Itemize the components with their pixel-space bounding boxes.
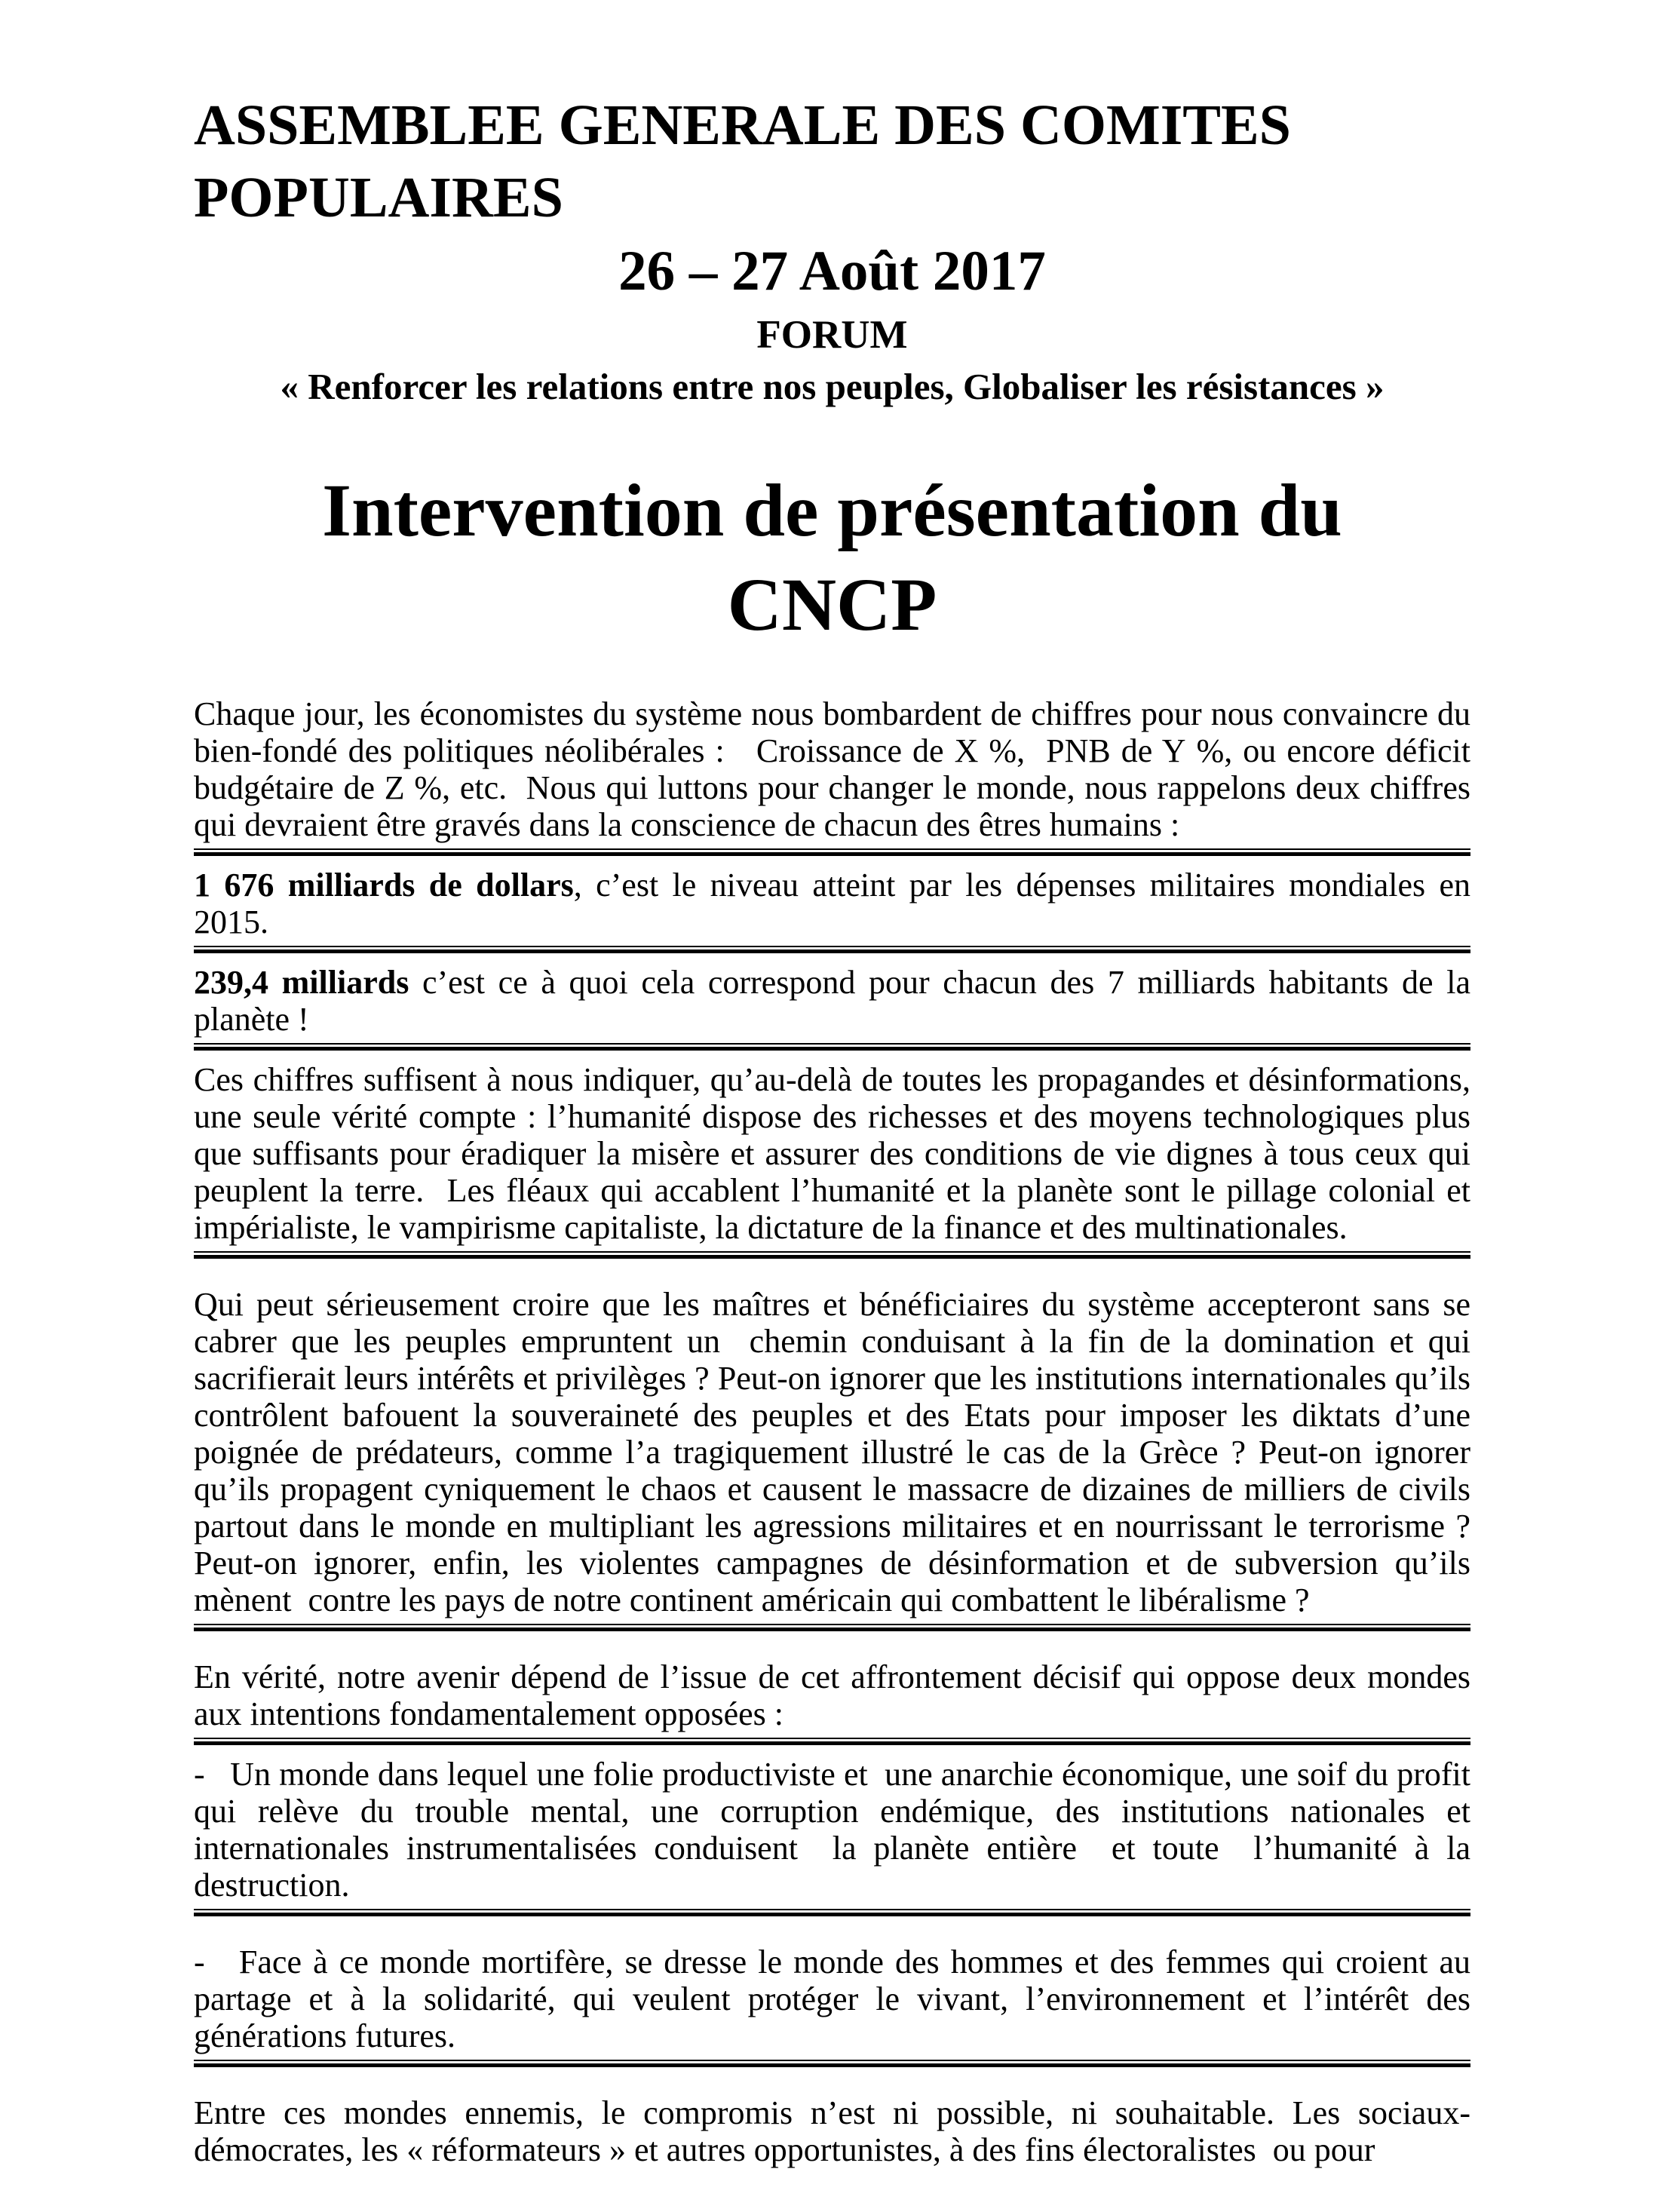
section-rule	[194, 946, 1470, 953]
paragraph-compromis-impossible: Entre ces mondes ennemis, le compromis n’est ni possible, ni souhaitable. Les sociaux-démocrates, les « réformateurs » et autres opportunistes, à des fins électoralistes ou pour	[194, 2094, 1470, 2168]
org-title: ASSEMBLEE GENERALE DES COMITES POPULAIRES	[194, 94, 1291, 229]
paragraph-deux-mondes: En vérité, notre avenir dépend de l’issue de cet affrontement décisif qui oppose deux mondes aux intentions fondamentalement opposées :	[194, 1658, 1470, 1732]
document-title-line2: CNCP	[727, 563, 937, 646]
document-title-line1: Intervention de présentation du	[322, 468, 1342, 552]
forum-label: FORUM	[756, 313, 908, 357]
section-rule	[194, 1624, 1470, 1631]
figure-milliards-dollars: 1 676 milliards de dollars	[194, 867, 574, 904]
paragraph-depenses-militaires	[194, 867, 1470, 940]
event-date: 26 – 27 Août 2017	[618, 240, 1046, 302]
section-rule	[194, 2060, 1470, 2067]
paragraph-questions-rhetoriques: Qui peut sérieusement croire que les maîtres et bénéficiaires du système accepteront sans se cabrer que les peuples empruntent un chemin conduisant à la fin de la domination et qui sacrifierait leurs intérêts et privilèges ? Peut-on ignorer que les institutions internationales qu’ils contrôlent bafouent la souveraineté des peuples et des Etats pour imposer les diktats d’une poignée de prédateurs, comme l’a tragiquement illustré le cas de la Grèce ? Peut-on ignorer qu’ils propagent cyniquement le chaos et causent le massacre de dizaines de milliers de civils partout dans le monde en multipliant les agressions militaires et en nourrissant le terrorisme ? Peut-on ignorer, enfin, les violentes campagnes de désinformation et de subversion qu’ils mènent contre les pays de notre continent américain qui combattent le libéralisme ?	[194, 1286, 1470, 1618]
paragraph-verite-richesses: Ces chiffres suffisent à nous indiquer, qu’au-delà de toutes les propagandes et désinformations, une seule vérité compte : l’humanité dispose des richesses et des moyens technologiques plus que suffisants pour éradiquer la misère et assurer des conditions de vie dignes à tous ceux qui peuplent la terre. Les fléaux qui accablent l’humanité et la planète sont le pillage colonial et impérialiste, le vampirisme capitaliste, la dictature de la finance et des multinationales.	[194, 1061, 1470, 1246]
section-rule	[194, 848, 1470, 856]
paragraph-intro-chiffres: Chaque jour, les économistes du système nous bombardent de chiffres pour nous convaincre du bien-fondé des politiques néolibérales : Croissance de X %, PNB de Y %, ou encore déficit budgétaire de Z %, etc. Nous qui luttons pour changer le monde, nous rappelons deux chiffres qui devraient être gravés dans la conscience de chacun des êtres humains :	[194, 695, 1470, 843]
document-title	[194, 463, 1470, 652]
paragraph-text: c’est ce à quoi cela correspond pour chacun des 7 milliards habitants de la planète !	[194, 964, 1470, 1038]
figure-milliards-par-habitant: 239,4 milliards	[194, 964, 409, 1001]
section-rule	[194, 1251, 1470, 1259]
paragraph-bullet-monde-solidaire: - Face à ce monde mortifère, se dresse le monde des hommes et des femmes qui croient au partage et à la solidarité, qui veulent protéger le vivant, l’environnement et l’intérêt des générations futures.	[194, 1944, 1470, 2054]
section-rule	[194, 1909, 1470, 1916]
section-rule	[194, 1043, 1470, 1051]
document-body	[194, 695, 1470, 2168]
event-slogan: « Renforcer les relations entre nos peuples, Globaliser les résistances »	[280, 366, 1385, 407]
paragraph-par-habitant	[194, 964, 1470, 1038]
section-rule	[194, 1738, 1470, 1745]
paragraph-text: , c’est le niveau atteint par les dépenses militaires mondiales en 2015.	[194, 867, 1471, 940]
paragraph-bullet-monde-destructeur: - Un monde dans lequel une folie productiviste et une anarchie économique, une soif du profit qui relève du trouble mental, une corruption endémique, des institutions nationales et internationales instrumentalisées conduisent la planète entière et toute l’humanité à la destruction.	[194, 1756, 1470, 1904]
